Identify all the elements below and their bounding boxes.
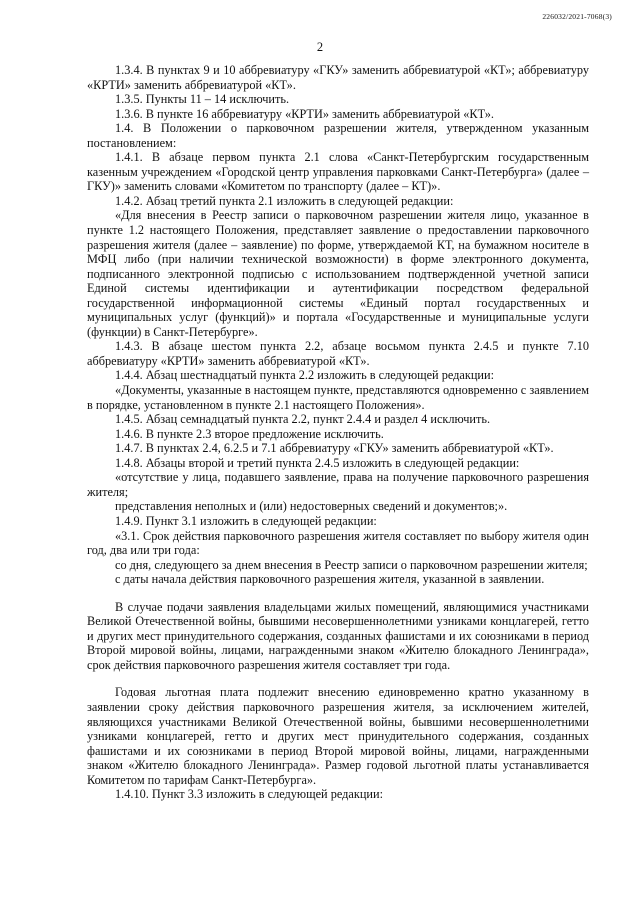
quoted-paragraph-incomplete-info: представления неполных и (или) недостоверных сведений и документов;». (115, 499, 508, 514)
paragraph-1-4: 1.4. В Положении о парковочном разрешении жителя, утвержденном указанным постановлением: (87, 121, 589, 150)
document-reference-number: 226032/2021-7068(3) (542, 12, 612, 21)
quoted-paragraph-3-1: «3.1. Срок действия парковочного разрешения жителя составляет по выбору жителя один год, два или три года: (87, 528, 589, 558)
page-number: 2 (316, 40, 324, 54)
paragraph-1-4-2: 1.4.2. Абзац третий пункта 2.1 изложить в следующей редакции: (115, 193, 454, 208)
paragraph-1-4-7: 1.4.7. В пунктах 2.4, 6.2.5 и 7.1 аббревиатуру «ГКУ» заменить аббревиатурой «КТ». (115, 441, 554, 456)
quoted-paragraph-annual-fee: Годовая льготная плата подлежит внесению единовременно кратно указанному в заявлении сроку действия парковочного разрешения жителя, за исключением жителей, являющихся участниками Великой Отечественной войны, бывшими несовершеннолетними узниками концлагерей, гетто и других мест принудительного содержания, созданных фашистами и их союзниками в период Второй мировой войны, лицами, награжденными знаком «Жителю блокадного Ленинграда». Размер годовой льготной платы устанавливается Комитетом по тарифам Санкт-Петербурга». (87, 685, 589, 787)
quoted-paragraph-2-1: «Для внесения в Реестр записи о парковочном разрешении жителя лицо, указанное в пункте 1.2 настоящего Положения, представляет заявление о предоставлении парковочного разрешения жителя (далее – заявление) по форме, утверждаемой КТ, на бумажном носителе в МФЦ либо (при наличии технической возможности) в форме электронного документа, подписанного электронной подписью с использованием подтвержденной учетной записи Единой системы идентификации и аутентификации посредством федеральной государственной информационной системы «Единый портал государственных и муниципальных услуг (функций)» и портала «Государственные и муниципальные услуги (функции) в Санкт-Петербурге». (87, 208, 589, 339)
quoted-paragraph-documents: «Документы, указанные в настоящем пункте, представляются одновременно с заявлением в порядке, установленном в пункте 2.1 настоящего Положения». (87, 383, 589, 412)
quoted-paragraph-from-day: со дня, следующего за днем внесения в Реестр записи о парковочном разрешении жителя; (115, 557, 588, 572)
document-body (87, 63, 589, 802)
paragraph-1-4-3: 1.4.3. В абзаце шестом пункта 2.2, абзаце восьмом пункта 2.4.5 и пункте 7.10 аббревиатуру «КРТИ» заменить аббревиатурой «КТ». (87, 339, 589, 368)
paragraph-1-4-10: 1.4.10. Пункт 3.3 изложить в следующей редакции: (115, 787, 383, 802)
paragraph-1-4-1: 1.4.1. В абзаце первом пункта 2.1 слова «Санкт-Петербургским государственным казенным учреждением «Городской центр управления парковками Санкт-Петербурга» (далее – ГКУ)» заменить словами «Комитетом по транспорту (далее – КТ)». (87, 150, 589, 194)
paragraph-1-4-9: 1.4.9. Пункт 3.1 изложить в следующей редакции: (115, 513, 377, 528)
quoted-paragraph-veterans: В случае подачи заявления владельцами жилых помещений, являющимися участниками Великой Отечественной войны, бывшими несовершеннолетними узниками концлагерей, гетто и других мест принудительного содержания, созданных фашистами и их союзниками в период Второй мировой войны, лицами, награжденными знаком «Жителю блокадного Ленинграда», срок действия парковочного разрешения жителя составляет три года. (87, 599, 589, 672)
quoted-paragraph-from-date: с даты начала действия парковочного разрешения жителя, указанной в заявлении. (115, 572, 545, 587)
paragraph-1-3-4: 1.3.4. В пунктах 9 и 10 аббревиатуру «ГКУ» заменить аббревиатурой «КТ»; аббревиатуру «КРТИ» заменить аббревиатурой «КТ». (87, 63, 589, 92)
paragraph-1-4-8: 1.4.8. Абзацы второй и третий пункта 2.4.5 изложить в следующей редакции: (115, 455, 520, 470)
quoted-paragraph-absence-of-right: «отсутствие у лица, подавшего заявление, права на получение парковочного разрешения жителя; (87, 470, 589, 499)
paragraph-1-4-4: 1.4.4. Абзац шестнадцатый пункта 2.2 изложить в следующей редакции: (115, 368, 495, 383)
paragraph-1-4-6: 1.4.6. В пункте 2.3 второе предложение исключить. (115, 426, 384, 441)
paragraph-1-4-5: 1.4.5. Абзац семнадцатый пункта 2.2, пункт 2.4.4 и раздел 4 исключить. (115, 412, 491, 427)
paragraph-1-3-5: 1.3.5. Пункты 11 – 14 исключить. (115, 92, 290, 107)
paragraph-1-3-6: 1.3.6. В пункте 16 аббревиатуру «КРТИ» заменить аббревиатурой «КТ». (115, 106, 494, 121)
